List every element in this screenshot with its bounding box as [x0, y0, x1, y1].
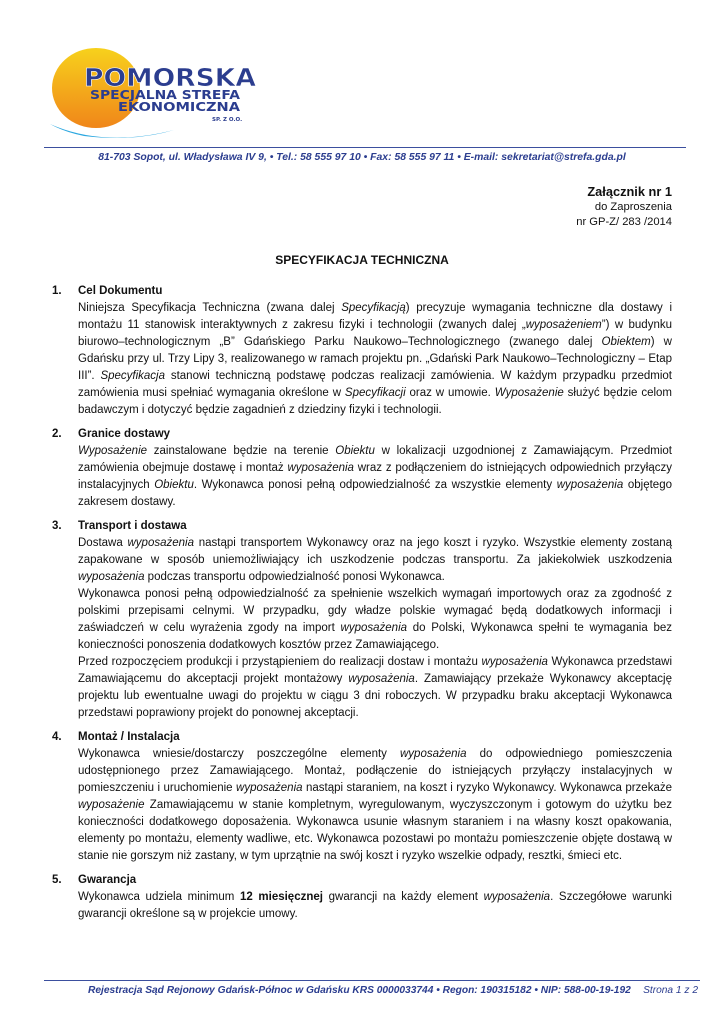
- section-title: Granice dostawy: [78, 428, 171, 440]
- document-body: [52, 283, 672, 930]
- section-body: [78, 889, 672, 923]
- section-number: 3.: [52, 520, 62, 532]
- document-title: SPECYFIKACJA TECHNICZNA: [275, 253, 449, 267]
- section-heading: [52, 729, 672, 746]
- section-heading: [52, 518, 672, 535]
- section: [52, 518, 672, 722]
- section-paragraph: Wyposażenie zainstalowane będzie na terenie Obiektu w lokalizacji uzgodnionej z Zamawiającym. Przedmiot zamówienia obejmuje dostawę i montaż wyposażenia wraz z podłączeniem do istniejących odpowiednich przyłączy instalacyjnych Obiektu. Wykonawca ponosi pełną odpowiedzialność za wszystkie elementy wyposażenia objętego zakresem dostawy.: [78, 445, 672, 508]
- logo-line1: POMORSKA: [84, 63, 257, 92]
- footer-registration: Rejestracja Sąd Rejonowy Gdańsk-Północ w Gdańsku KRS 0000033744 • Regon: 190315182 • NIP: 588-00-19-192: [88, 985, 631, 996]
- section-number: 1.: [52, 285, 62, 297]
- section-heading: [52, 872, 672, 889]
- section-body: [78, 300, 672, 419]
- section-body: [78, 746, 672, 865]
- section-title: Transport i dostawa: [78, 520, 187, 532]
- header-contact: 81-703 Sopot, ul. Władysława IV 9, • Tel.: 58 555 97 10 • Fax: 58 555 97 11 • E-mail: sekretariat@strefa.gda.pl: [98, 152, 626, 163]
- logo-line2: SPECJALNA STREFA: [90, 88, 241, 102]
- section-heading: [52, 426, 672, 443]
- header-divider: [44, 147, 686, 148]
- logo-line3: EKONOMICZNA: [118, 100, 241, 114]
- section-number: 4.: [52, 731, 62, 743]
- section: [52, 426, 672, 511]
- attachment-block: [576, 183, 672, 230]
- section-paragraph: Dostawa wyposażenia nastąpi transportem Wykonawcy oraz na jego koszt i ryzyko. Wszystkie elementy zostaną zapakowane w sposób uniemożliwiający ich uszkodzenie podczas transportu. Za jakiekolwiek uszkodzenia wyposażenia podczas transportu odpowiedzialność ponosi Wykonawca.: [78, 537, 672, 583]
- section-title: Cel Dokumentu: [78, 285, 163, 297]
- section-title: Montaż / Instalacja: [78, 731, 180, 743]
- attachment-title: Załącznik nr 1: [587, 184, 672, 199]
- section: [52, 872, 672, 923]
- company-logo: [44, 44, 274, 148]
- footer-divider: [44, 980, 700, 981]
- section-paragraph: Wykonawca udziela minimum 12 miesięcznej gwarancji na każdy element wyposażenia. Szczegółowe warunki gwarancji określone są w projekcie umowy.: [78, 891, 672, 920]
- section-body: [78, 535, 672, 722]
- section-paragraph: Wykonawca ponosi pełną odpowiedzialność za spełnienie wszelkich wymagań importowych oraz za zgodność z polskimi przepisami celnymi. W przypadku, gdy władze polskie wymagać będą dodatkowych informacji i zaświadczeń w celu wyrażenia zgody na import wyposażenia do Polski, Wykonawca spełni te wymagania bez konieczności ponoszenia dodatkowych kosztów przez Zamawiającego.: [78, 588, 672, 651]
- section: [52, 283, 672, 419]
- logo-swoosh: [50, 124, 174, 138]
- logo-suffix: SP. Z O.O.: [212, 117, 243, 123]
- section-title: Gwarancja: [78, 874, 137, 886]
- section-heading: [52, 283, 672, 300]
- section-body: [78, 443, 672, 511]
- section: [52, 729, 672, 865]
- section-paragraph: Przed rozpoczęciem produkcji i przystąpieniem do realizacji dostaw i montażu wyposażenia Wykonawca przedstawi Zamawiającemu do akceptacji projekt montażowy wyposażenia. Zamawiający przekaże Wykonawcy akceptację projektu lub ewentualne uwagi do projektu w ciągu 3 dni roboczych. W przypadku braku akceptacji Wykonawca przedstawi poprawiony projekt do ponownej akceptacji.: [78, 656, 672, 719]
- attachment-line3: nr GP-Z/ 283 /2014: [576, 216, 672, 228]
- attachment-line2: do Zaproszenia: [594, 201, 672, 213]
- section-paragraph: Niniejsza Specyfikacja Techniczna (zwana dalej Specyfikacją) precyzuje wymagania techniczne dla dostawy i montażu 11 stanowisk interaktywnych z zakresu fizyki i technologii (zwanych dalej „wyposażeniem”) w budynku biurowo–technologicznym „B” Gdańskiego Parku Naukowo–Technologicznego (zwanego dalej Obiektem) w Gdańsku przy ul. Trzy Lipy 3, realizowanego w ramach projektu pn. „Gdański Park Naukowo–Technologiczny – Etap III”. Specyfikacja stanowi techniczną podstawę podczas realizacji zamówienia. W każdym przypadku przedmiot zamówienia musi spełniać wymagania określone w Specyfikacji oraz w umowie. Wyposażenie służyć będzie celom badawczym i dotyczyć będzie zagadnień z dziedziny fizyki i technologii.: [78, 302, 672, 416]
- page-number: Strona 1 z 2: [643, 985, 698, 996]
- section-number: 5.: [52, 874, 62, 886]
- section-number: 2.: [52, 428, 62, 440]
- section-paragraph: Wykonawca wniesie/dostarczy poszczególne elementy wyposażenia do odpowiedniego pomieszczenia udostępnionego przez Zamawiającego. Montaż, podłączenie do istniejących przyłączy instalacyjnych w pomieszczeniu i uruchomienie wyposażenia nastąpi staraniem, na koszt i ryzyko Wykonawcy. Wykonawca przekaże wyposażenie Zamawiającemu w stanie kompletnym, wyregulowanym, wyczyszczonym i gotowym do użytku bez konieczności dodatkowego doposażenia. Wykonawca usunie własnym staraniem i na własny koszt opakowania, elementy po montażu, elementy wadliwe, etc. Wykonawca pozostawi po montażu pomieszczenie objęte dostawą w stanie nie gorszym niż zastany, w tym uprzątnie na swój koszt i ryzyko wszelkie odpady, resztki, śmieci etc.: [78, 748, 672, 862]
